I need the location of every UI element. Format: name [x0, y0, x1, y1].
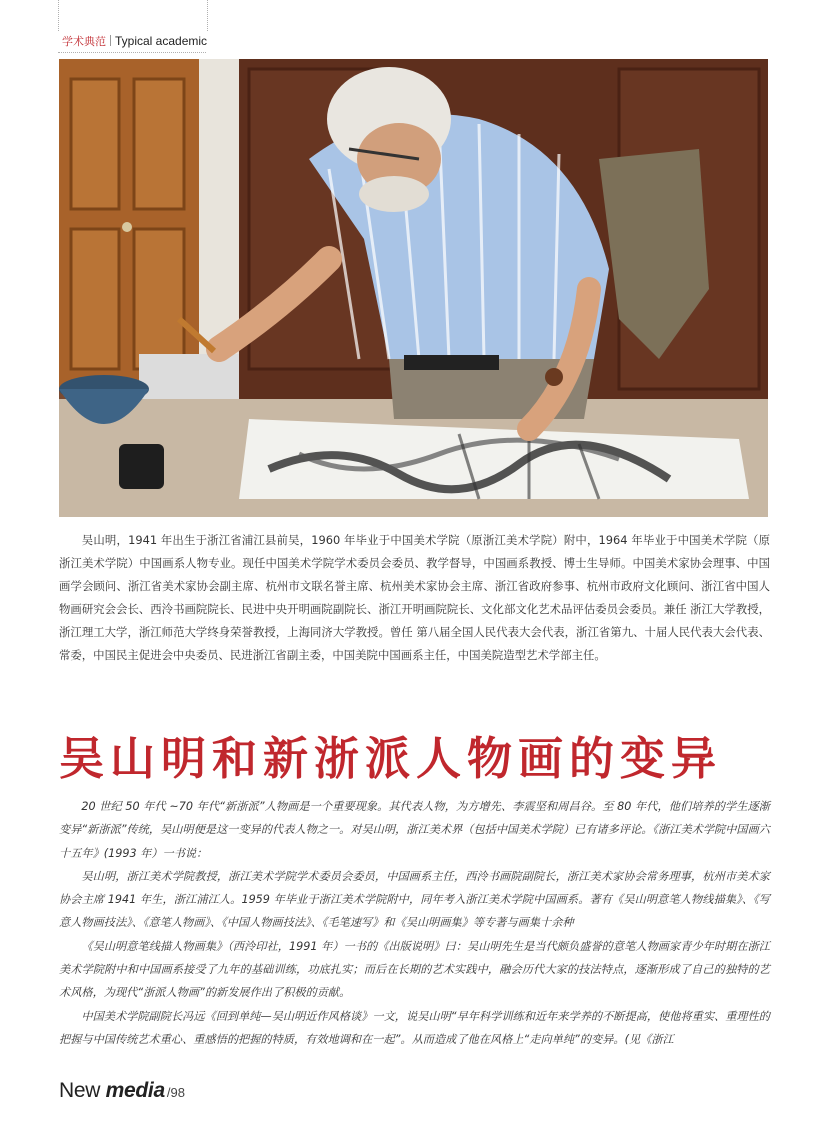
section-label-cn: 学术典范	[62, 35, 106, 48]
article-paragraph: 中国美术学院副院长冯远《回到单纯—吴山明近作风格谈》一文，说吴山明“早年科学训练和近年来学养的不断提高，使他将重实、重理性的把握与中国传统艺术重心、重感悟的把握的特质，有效地调和在一起”。从而造成了他在风格上“走向单纯”的变异。(见《浙江	[59, 1009, 770, 1046]
section-divider	[110, 35, 111, 46]
article-body	[59, 795, 770, 1051]
section-header	[62, 33, 207, 49]
artist-photo	[59, 59, 768, 517]
page-footer	[59, 1079, 185, 1103]
article-paragraph: 20 世纪 50 年代 ~70 年代“新浙派”人物画是一个重要现象。其代表人物，为方增先、李震坚和周昌谷。至 80 年代，他们培养的学生逐渐变异“新浙派”传统，吴山明便是这一变异的代表人物之一。对吴山明，浙江美术界（包括中国美术学院）已有诸多评论。《浙江美术学院中国画六十五年》(1993 年）一书说：	[59, 800, 770, 860]
artist-bio	[59, 529, 770, 668]
bio-paragraph: 吴山明，1941 年出生于浙江省浦江县前吴，1960 年毕业于中国美术学院（原浙江美术学院）附中，1964 年毕业于中国美术学院（原浙江美术学院）中国画系人物专业。现任中国美术学院学术委员会委员、教学督导，中国画系教授、博士生导师。中国美术家协会理事、中国画学会顾问、浙江省美术家协会副主席、杭州市文联名誉主席、杭州美术家协会主席、浙江省政府参事、杭州市政府文化顾问、浙江省中国人物画研究会会长、西泠书画院院长、民进中央开明画院副院长、浙江开明画院院长、文化部文化艺术品评估委员会委员。兼任 浙江大学教授，浙江理工大学，浙江师范大学终身荣誉教授，上海同济大学教授。曾任 第八届全国人民代表大会代表，浙江省第九、十届人民代表大会代表、常委，中国民主促进会中央委员、民进浙江省副主委，中国美院中国画系主任，中国美院造型艺术学部主任。	[59, 533, 770, 663]
article-paragraph: 《吴山明意笔线描人物画集》（西泠印社，1991 年）一书的《出版说明》曰：吴山明先生是当代颇负盛誉的意笔人物画家青少年时期在浙江美术学院附中和中国画系接受了九年的基础训练，功底扎实；而后在长期的艺术实践中，融会历代大家的技法特点，逐渐形成了自己的独特的艺术风格，为现代“浙派人物画”的新发展作出了积极的贡献。	[59, 939, 770, 1000]
section-label-en: Typical academic	[115, 34, 208, 48]
logo-new: New	[59, 1079, 106, 1102]
article-paragraph: 吴山明，浙江美术学院教授，浙江美术学院学术委员会委员，中国画系主任，西泠书画院副院长，浙江美术家协会常务理事，杭州市美术家协会主席 1941 年生，浙江浦江人。1959 年毕业于浙江美术学院附中，同年考入浙江美术学院中国画系。著有《吴山明意笔人物线描集》、《写意人物画技法》、《意笔人物画》、《中国人物画技法》、《毛笔速写》和《吴山明画集》等专著与画集十余种	[59, 869, 770, 930]
logo-media: media	[105, 1079, 165, 1102]
article-title: 吴山明和新浙派人物画的变异	[59, 732, 723, 785]
header-rule	[58, 52, 206, 53]
magazine-logo	[59, 1079, 165, 1102]
page-number: /98	[166, 1085, 185, 1100]
header-guide-frame	[58, 0, 208, 31]
